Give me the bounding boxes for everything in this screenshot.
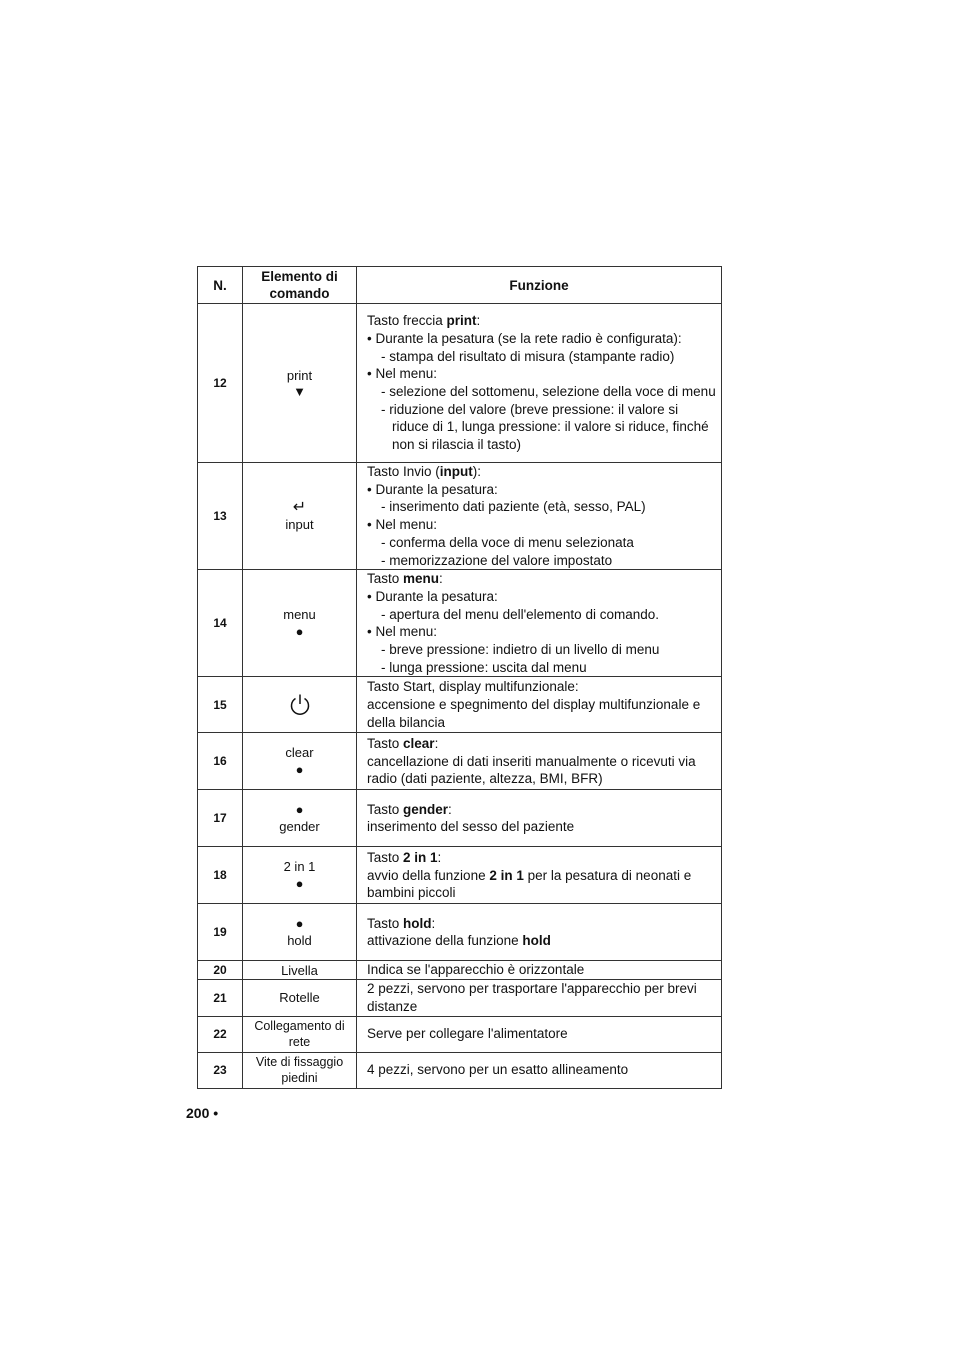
- control-label: Rotelle: [243, 980, 357, 1016]
- row-number: 15: [198, 677, 243, 733]
- function-text: 4 pezzi, servono per un esatto allineamento: [357, 1052, 722, 1088]
- list-item: - conferma della voce di menu selezionata: [381, 534, 634, 550]
- control-cell: [243, 733, 357, 790]
- function-cell: Tasto Invio (input): • Durante la pesatura: - inserimento dati paziente (età, sesso, PAL) • Nel menu: - conferma della voce di menu selezionata - memorizzazione del valore impostato: [357, 463, 722, 570]
- control-cell: [243, 570, 357, 677]
- row-number: 22: [198, 1016, 243, 1052]
- table-row: [198, 904, 722, 961]
- table-row: [198, 570, 722, 677]
- list-item: • Nel menu:: [367, 366, 438, 382]
- row-number: 14: [198, 570, 243, 677]
- dot-icon: ●: [295, 762, 304, 778]
- key-label: print: [286, 367, 313, 383]
- list-item: - riduzione del valore (breve pressione: il valore si riduce di 1, lunga pressione: il valore si riduce, finché non si rilascia il tasto): [381, 401, 709, 453]
- key-label: clear: [285, 745, 314, 761]
- function-text: Indica se l'apparecchio è orizzontale: [357, 961, 722, 980]
- row-number: 16: [198, 733, 243, 790]
- control-cell: [243, 463, 357, 570]
- list-item: - breve pressione: indietro di un livello di menu: [381, 642, 660, 658]
- controls-table: [197, 266, 722, 1089]
- list-item: - memorizzazione del valore impostato: [381, 552, 613, 568]
- control-cell: [243, 790, 357, 847]
- control-cell: [243, 847, 357, 904]
- control-label: Collegamento di rete: [243, 1016, 357, 1052]
- key-label: 2 in 1: [283, 859, 316, 875]
- table-row: [198, 790, 722, 847]
- list-item: - lunga pressione: uscita dal menu: [381, 659, 587, 675]
- table-row: [198, 733, 722, 790]
- list-item: • Nel menu:: [367, 624, 438, 640]
- function-cell: Tasto gender: inserimento del sesso del paziente: [357, 790, 722, 847]
- list-item: • Durante la pesatura (se la rete radio è configurata):: [367, 330, 682, 346]
- dot-icon: ●: [295, 916, 304, 932]
- function-cell: Tasto hold: attivazione della funzione hold: [357, 904, 722, 961]
- page-number: 200 •: [186, 1105, 219, 1121]
- dot-icon: ●: [295, 624, 304, 640]
- table-row: [198, 304, 722, 463]
- function-cell: Tasto freccia print: • Durante la pesatura (se la rete radio è configurata): - stampa del risultato di misura (stampante radio) • Nel menu: - selezione del sottomenu, selezione della voce di menu - riduzione del valore (breve pressione: il valore si riduce di 1, lunga pressione: il valore si riduce, finché non si rilascia il tasto): [357, 304, 722, 463]
- header-function: Funzione: [357, 267, 722, 304]
- power-icon: [289, 693, 311, 717]
- function-text: Serve per collegare l'alimentatore: [357, 1016, 722, 1052]
- list-item: • Durante la pesatura:: [367, 481, 498, 497]
- function-cell: Tasto clear: cancellazione di dati inseriti manualmente o ricevuti via radio (dati paziente, altezza, BMI, BFR): [357, 733, 722, 790]
- key-label: menu: [283, 607, 316, 623]
- dot-icon: ●: [295, 876, 304, 892]
- function-cell: Tasto Start, display multifunzionale: accensione e spegnimento del display multifunzionale e della bilancia: [357, 677, 722, 733]
- control-cell: [243, 904, 357, 961]
- row-number: 18: [198, 847, 243, 904]
- list-item: - inserimento dati paziente (età, sesso, PAL): [381, 499, 646, 515]
- function-cell: Tasto 2 in 1: avvio della funzione 2 in 1 per la pesatura di neonati e bambini piccoli: [357, 847, 722, 904]
- list-item: - selezione del sottomenu, selezione della voce di menu: [381, 384, 716, 399]
- header-n: N.: [198, 267, 243, 304]
- function-text: 2 pezzi, servono per trasportare l'apparecchio per brevi distanze: [357, 980, 722, 1016]
- table-row: [198, 677, 722, 733]
- row-number: 21: [198, 980, 243, 1016]
- list-item: • Durante la pesatura:: [367, 588, 498, 604]
- list-item: - stampa del risultato di misura (stampante radio): [381, 348, 675, 364]
- table-header-row: [198, 267, 722, 304]
- control-label: Vite di fissaggio piedini: [243, 1052, 357, 1088]
- row-number: 19: [198, 904, 243, 961]
- row-number: 12: [198, 304, 243, 463]
- table-row: [198, 961, 722, 980]
- table-row: [198, 463, 722, 570]
- arrow-down-icon: ▼: [293, 383, 306, 399]
- dot-icon: ●: [295, 802, 304, 818]
- row-number: 23: [198, 1052, 243, 1088]
- table-row: [198, 1016, 722, 1052]
- row-number: 13: [198, 463, 243, 570]
- table-row: [198, 980, 722, 1016]
- key-label: input: [285, 516, 314, 532]
- list-item: - apertura del menu dell'elemento di comando.: [381, 606, 659, 622]
- enter-arrow-icon: ↵: [292, 498, 307, 516]
- key-label: hold: [287, 933, 312, 949]
- list-item: • Nel menu:: [367, 517, 438, 533]
- control-label: Livella: [243, 961, 357, 980]
- key-label: gender: [279, 819, 320, 835]
- header-control: Elemento di comando: [243, 267, 357, 304]
- control-cell: [243, 304, 357, 463]
- table-row: [198, 1052, 722, 1088]
- control-cell: [243, 677, 357, 733]
- row-number: 20: [198, 961, 243, 980]
- table-row: [198, 847, 722, 904]
- row-number: 17: [198, 790, 243, 847]
- function-cell: Tasto menu: • Durante la pesatura: - apertura del menu dell'elemento di comando. • Nel menu: - breve pressione: indietro di un livello di menu - lunga pressione: uscita dal menu: [357, 570, 722, 677]
